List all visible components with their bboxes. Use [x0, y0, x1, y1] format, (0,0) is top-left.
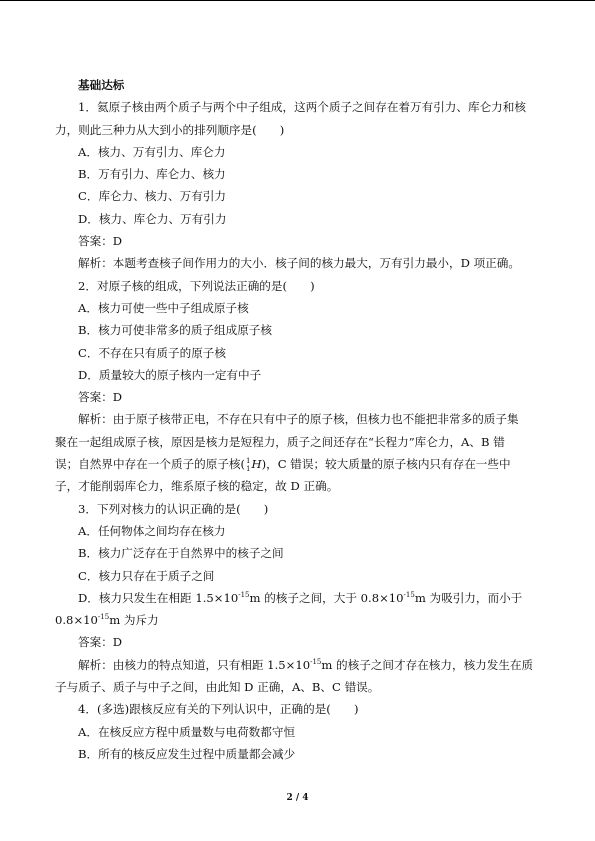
q1-option-d: D．核力、库仑力、万有引力	[78, 211, 227, 226]
q1-stem-line-1: 1．氦原子核由两个质子与两个中子组成，这两个质子之间存在着万有引力、库仑力和核	[78, 100, 526, 115]
q3-option-c: C．核力只存在于质子之间	[78, 568, 215, 583]
q3-stem: 3．下列对核力的认识正确的是( )	[78, 501, 269, 516]
exponent: -15	[310, 657, 322, 666]
q1-option-c: C．库仑力、核力、万有引力	[78, 189, 226, 204]
q3-option-d-line-1	[55, 587, 545, 609]
document-body	[55, 74, 545, 765]
exponent: -15	[238, 590, 250, 599]
nuclide-charge-number: 1	[246, 465, 251, 474]
q1-stem-line-2: 力，则此三种力从大到小的排列顺序是( )	[55, 122, 285, 137]
q4-stem: 4．(多选)跟核反应有关的下列认识中，正确的是( )	[78, 702, 359, 717]
nuclide-notation	[246, 457, 250, 473]
q3-analysis-line-1	[55, 654, 545, 676]
q4-option-b: B．所有的核反应发生过程中质量都会减少	[78, 746, 296, 761]
q1-option-b: B．万有引力、库仑力、核力	[78, 167, 226, 182]
q3-option-a: A．任何物体之间均存在核力	[78, 523, 226, 538]
q3-answer: 答案：D	[78, 635, 123, 650]
q2-analysis-line-3-start: 误；自然界中存在一个质子的原子核(	[55, 457, 246, 472]
exponent: -15	[97, 613, 110, 622]
page-number: 2 / 4	[286, 793, 309, 803]
q3-analysis-line-2: 子与质子、质子与中子之间，由此知 D 正确，A、B、C 错误。	[55, 680, 380, 695]
q2-analysis-line-3	[55, 453, 545, 475]
q2-stem: 2．对原子核的组成，下列说法正确的是( )	[78, 278, 315, 293]
q2-analysis-line-4: 子，才能削弱库仑力，维系原子核的稳定，故 D 正确。	[55, 479, 339, 494]
q2-analysis-line-2: 聚在一起组成原子核，原因是核力是短程力，质子之间还存在“长程力”库仑力，A、B 错	[55, 434, 505, 449]
q2-answer: 答案：D	[78, 390, 123, 405]
q3-analysis-part-2: m 的核子之间才存在核力，核力发生在质	[321, 657, 534, 672]
q2-option-b: B．核力可使非常多的质子组成原子核	[78, 323, 273, 338]
q3-option-d-line-2	[55, 609, 545, 631]
q3-analysis-part-1: 解析：由核力的特点知道，只有相距 1.5×10	[78, 657, 311, 672]
q2-analysis-line-3-end: )，C 错误；较大质量的原子核内只有存在一些中	[261, 457, 511, 472]
q3-option-b: B．核力广泛存在于自然界中的核子之间	[78, 546, 284, 561]
nuclide-symbol: H	[251, 457, 262, 472]
q3-option-d-part-3: m 为吸引力，而小于	[414, 590, 523, 605]
q1-option-a: A．核力、万有引力、库仑力	[78, 144, 226, 159]
q3-option-d-part-2: m 的核子之间，大于 0.8×10	[249, 590, 404, 605]
exponent: -15	[403, 590, 415, 599]
q2-option-d: D．质量较大的原子核内一定有中子	[78, 367, 262, 382]
q2-option-a: A．核力可使一些中子组成原子核	[78, 300, 249, 315]
nuclide-mass-number: 1	[246, 457, 251, 466]
q4-option-a: A．在核反应方程中质量数与电荷数都守恒	[78, 724, 296, 739]
q2-analysis-line-1: 解析：由于原子核带正电，不存在只有中子的原子核，但核力也不能把非常多的质子集	[78, 412, 519, 427]
q2-option-c: C．不存在只有质子的原子核	[78, 345, 226, 360]
section-title: 基础达标	[78, 78, 125, 92]
q1-analysis: 解析：本题考查核子间作用力的大小．核子间的核力最大，万有引力最小，D 项正确。	[78, 256, 520, 271]
q3-option-d-part-5: m 为斥力	[109, 613, 159, 628]
q3-option-d-part-1: D．核力只发生在相距 1.5×10	[78, 590, 239, 605]
q3-option-d-part-4: 0.8×10	[55, 613, 98, 628]
header-rule	[0, 0, 595, 1]
q1-answer: 答案：D	[78, 234, 123, 249]
